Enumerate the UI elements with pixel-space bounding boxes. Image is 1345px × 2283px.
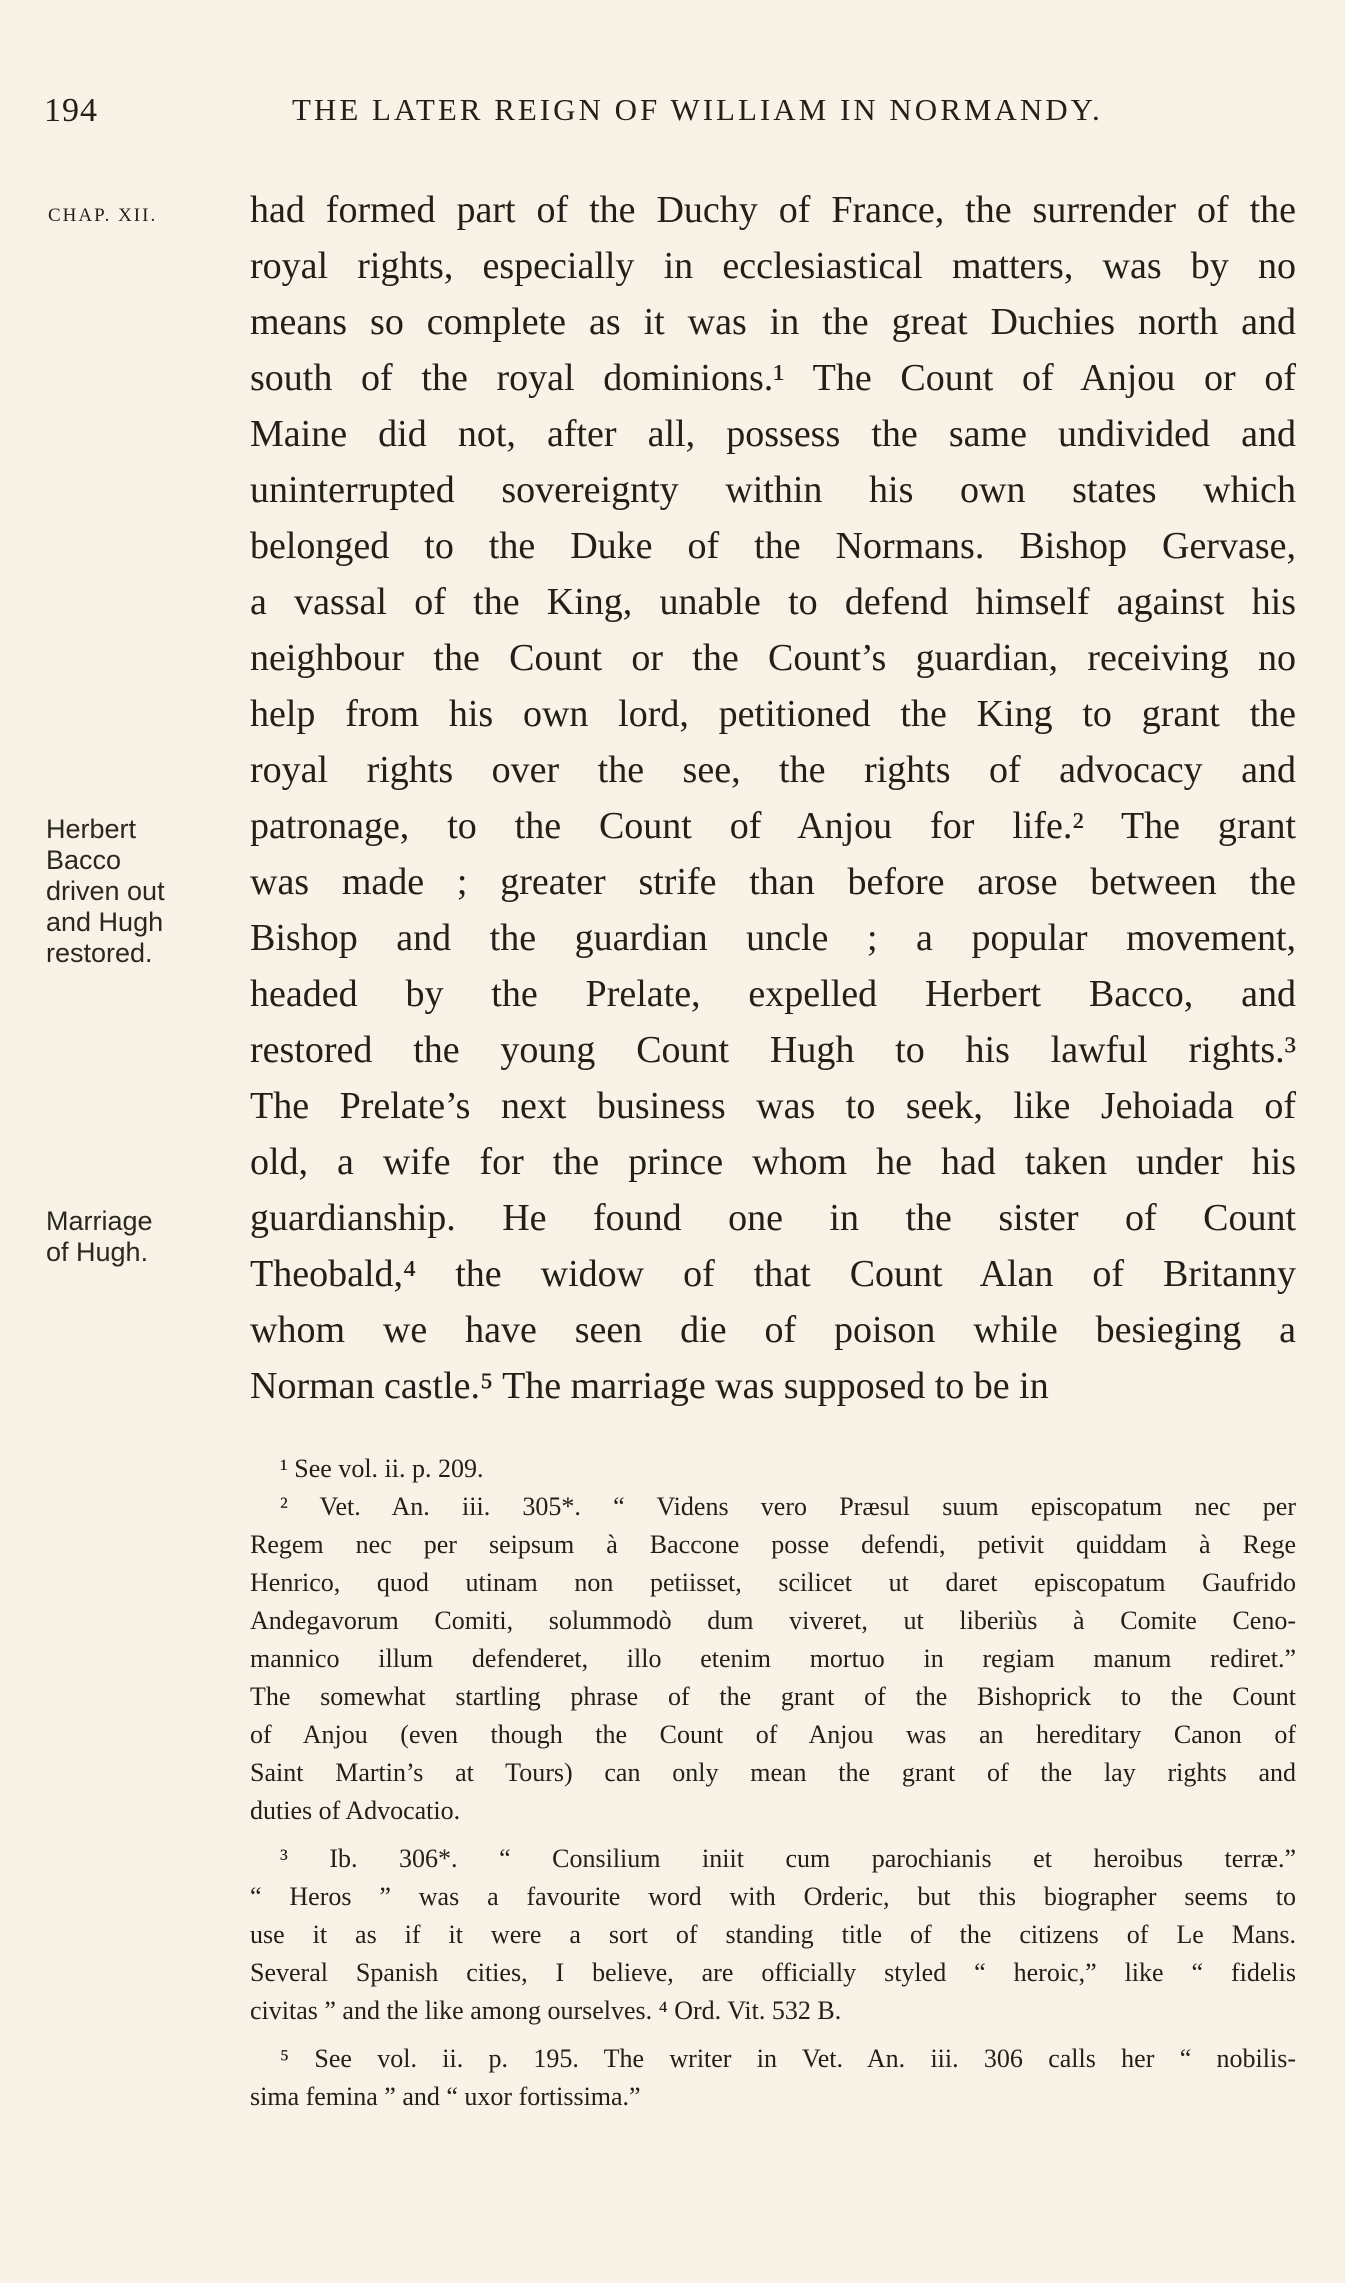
footnote-line: Henrico, quod utinam non petiisset, scilicet ut daret episcopatum Gaufrido (250, 1568, 1296, 1597)
page-header (0, 0, 1345, 160)
body-line: had formed part of the Duchy of France, the surrender of the (250, 189, 1296, 231)
footnote-line: use it as if it were a sort of standing title of the citizens of Le Mans. (250, 1920, 1296, 1949)
footnote-line: sima femina ” and “ uxor fortissima.” (250, 2082, 641, 2111)
body-line: Norman castle.⁵ The marriage was supposed to be in (250, 1365, 1049, 1407)
body-line: Maine did not, after all, possess the same undivided and (250, 413, 1296, 455)
footnote-line: duties of Advocatio. (250, 1796, 461, 1825)
margin-note-line: restored. (46, 938, 153, 968)
margin-note-line: of Hugh. (46, 1237, 149, 1267)
body-line: neighbour the Count or the Count’s guardian, receiving no (250, 637, 1296, 679)
body-line: Bishop and the guardian uncle ; a popular movement, (250, 917, 1296, 959)
margin-note-line: and Hugh (46, 907, 164, 937)
body-line: south of the royal dominions.¹ The Count of Anjou or of (250, 357, 1296, 399)
body-line: The Prelate’s next business was to seek, like Jehoiada of (250, 1085, 1296, 1127)
footnote-line: Andegavorum Comiti, solummodò dum viveret, ut liberiùs à Comite Ceno- (250, 1606, 1296, 1635)
body-line: old, a wife for the prince whom he had taken under his (250, 1141, 1296, 1183)
body-line: belonged to the Duke of the Normans. Bishop Gervase, (250, 525, 1296, 567)
footnote-line: Regem nec per seipsum à Baccone posse defendi, petivit quiddam à Rege (250, 1530, 1296, 1559)
body-line: restored the young Count Hugh to his lawful rights.³ (250, 1029, 1296, 1071)
footnote-line: Saint Martin’s at Tours) can only mean the grant of the lay rights and (250, 1758, 1296, 1787)
body-line: whom we have seen die of poison while besieging a (250, 1309, 1296, 1351)
footnote-line: ⁵ See vol. ii. p. 195. The writer in Vet. An. iii. 306 calls her “ nobilis- (280, 2044, 1296, 2073)
page-number: 194 (44, 92, 98, 129)
body-line: royal rights over the see, the rights of advocacy and (250, 749, 1296, 791)
body-line: Theobald,⁴ the widow of that Count Alan of Britanny (250, 1253, 1296, 1295)
margin-note-line: driven out (46, 876, 165, 906)
body-line: headed by the Prelate, expelled Herbert Bacco, and (250, 973, 1296, 1015)
margin-note-line: Bacco (46, 845, 122, 875)
body-line: was made ; greater strife than before arose between the (250, 861, 1296, 903)
margin-note-line: Herbert (46, 814, 137, 844)
footnote-line: The somewhat startling phrase of the grant of the Bishoprick to the Count (250, 1682, 1296, 1711)
body-line: guardianship. He found one in the sister of Count (250, 1197, 1296, 1239)
footnote-line: ¹ See vol. ii. p. 209. (280, 1454, 484, 1483)
body-line: a vassal of the King, unable to defend himself against his (250, 581, 1296, 623)
body-line: uninterrupted sovereignty within his own states which (250, 469, 1296, 511)
body-line: help from his own lord, petitioned the King to grant the (250, 693, 1296, 735)
footnote-line: Several Spanish cities, I believe, are officially styled “ heroic,” like “ fidelis (250, 1958, 1296, 1987)
body-line: means so complete as it was in the great Duchies north and (250, 301, 1296, 343)
footnote-line: “ Heros ” was a favourite word with Orderic, but this biographer seems to (250, 1882, 1296, 1911)
footnote-line: ³ Ib. 306*. “ Consilium iniit cum parochianis et heroibus terræ.” (280, 1844, 1296, 1873)
footnote-line: ² Vet. An. iii. 305*. “ Videns vero Præsul suum episcopatum nec per (280, 1492, 1296, 1521)
body-line: royal rights, especially in ecclesiastical matters, was by no (250, 245, 1296, 287)
body-line: patronage, to the Count of Anjou for life.² The grant (250, 805, 1296, 847)
margin-note-herbert-bacco (46, 814, 165, 969)
footnote-line: civitas ” and the like among ourselves. ⁴ Ord. Vit. 532 B. (250, 1996, 842, 2025)
chapter-label: CHAP. XII. (48, 205, 158, 226)
margin-note-marriage (46, 1206, 153, 1268)
footnote-line: of Anjou (even though the Count of Anjou was an hereditary Canon of (250, 1720, 1296, 1749)
running-title: THE LATER REIGN OF WILLIAM IN NORMANDY. (292, 92, 1103, 127)
margin-note-line: Marriage (46, 1206, 153, 1236)
footnote-line: mannico illum defenderet, illo etenim mortuo in regiam manum rediret.” (250, 1644, 1296, 1673)
